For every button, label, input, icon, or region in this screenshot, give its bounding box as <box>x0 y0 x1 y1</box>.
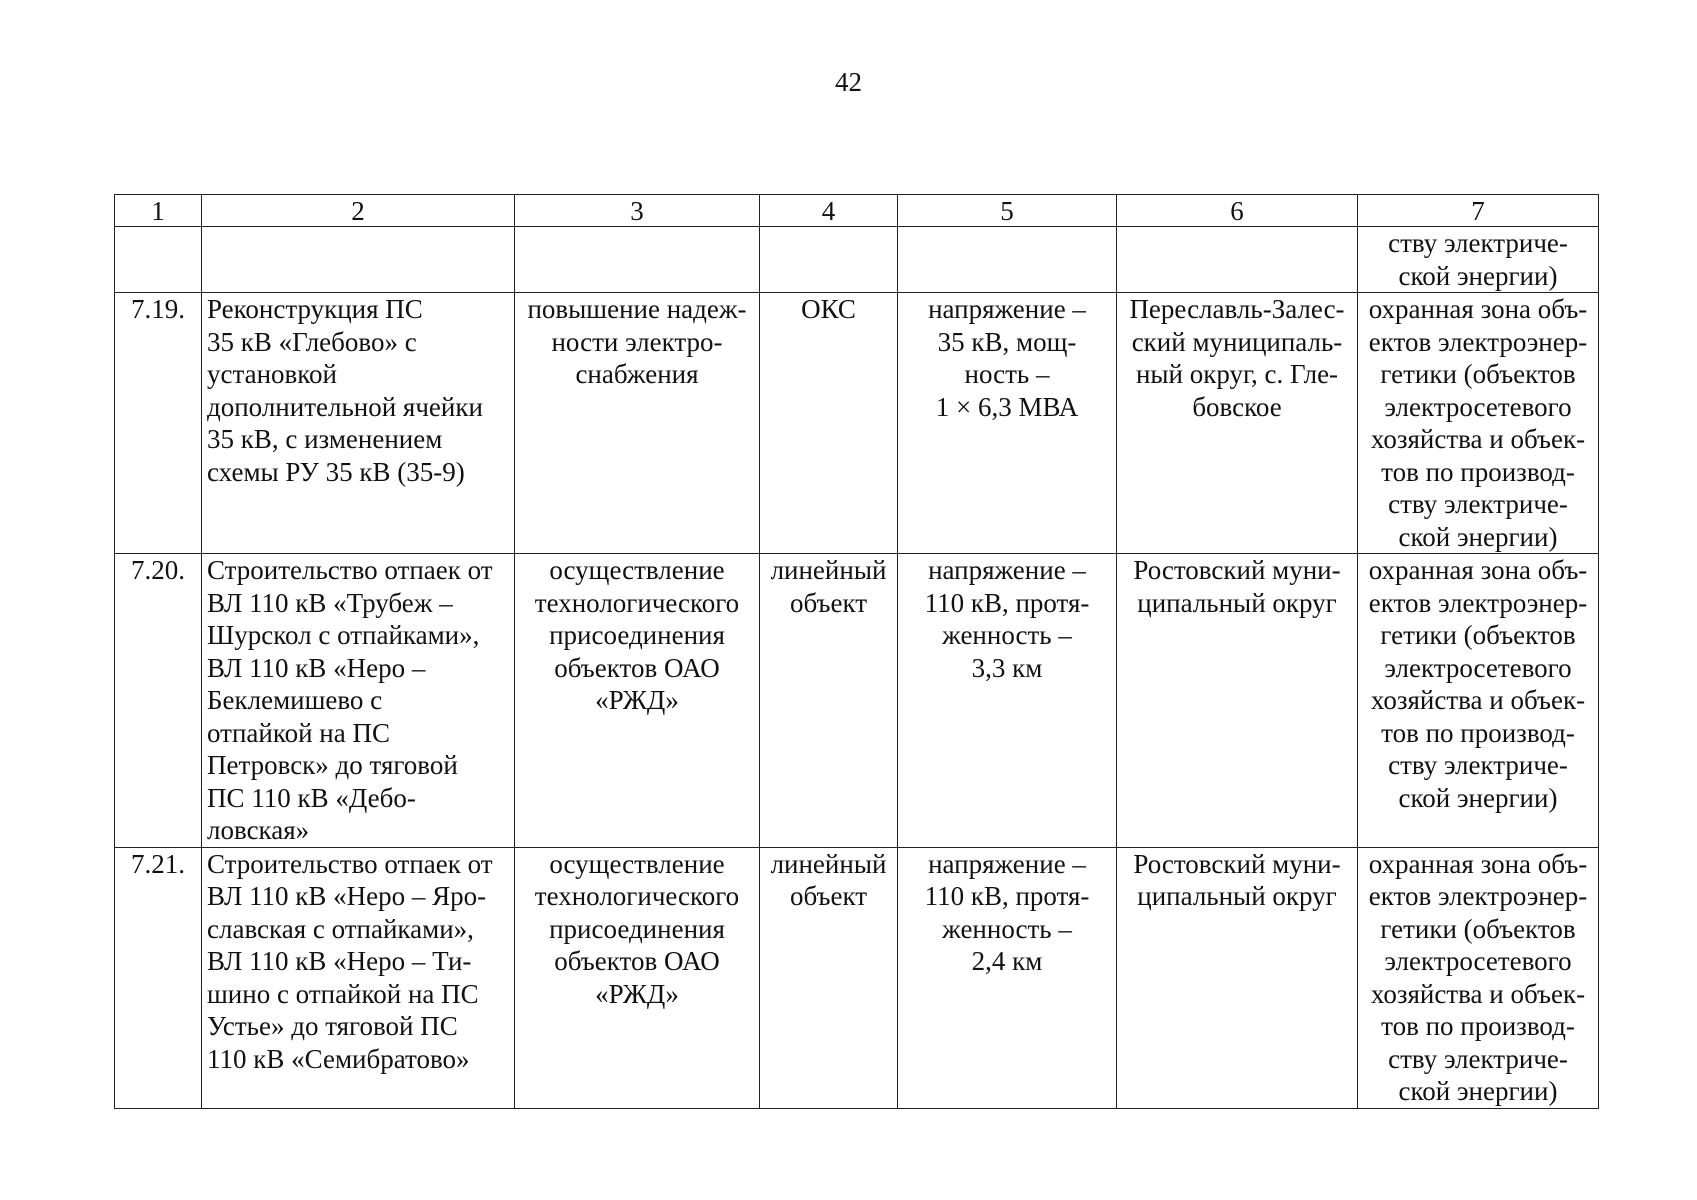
cell-line: хозяйства и объек- <box>1370 424 1586 454</box>
cell-line: Петровск» до тяговой <box>207 750 458 780</box>
cell-line: технологического <box>534 587 740 618</box>
cell-line: охранная зона объ- <box>1368 848 1588 879</box>
cell-line: 35 кВ, с изменением <box>207 424 443 454</box>
cell-line: дополнительной ячейки <box>207 391 483 422</box>
cell-line: объект <box>789 881 868 911</box>
cell-line: повышение надеж- <box>527 294 747 324</box>
cell-line: ской энергии) <box>1398 1076 1558 1106</box>
cell-line: хозяйства и объек- <box>1370 978 1586 1009</box>
table-cell <box>515 227 760 293</box>
protection-zone-cell <box>1358 847 1599 1108</box>
object-type-cell <box>760 847 898 1108</box>
cell-line: присоединения <box>549 913 725 944</box>
cell-line: объектов ОАО <box>554 652 720 683</box>
cell-line: 35 кВ, мощ- <box>937 326 1077 357</box>
cell-line: 110 кВ, протя- <box>924 587 1090 618</box>
cell-line: гетики (объектов <box>1380 620 1576 650</box>
cell-line: ской энергии) <box>1398 521 1558 552</box>
column-number-3: 3 <box>515 195 760 227</box>
item-number-cell: 7.21. <box>115 847 202 1108</box>
table-cell <box>202 227 515 293</box>
cell-line: напряжение – <box>928 848 1086 879</box>
cell-line: хозяйства и объек- <box>1370 685 1586 715</box>
cell-line: 1 × 6,3 МВА <box>935 391 1079 422</box>
purpose-cell <box>515 293 760 554</box>
cell-line: ВЛ 110 кВ «Неро – Ти- <box>207 946 472 976</box>
column-number-1: 1 <box>115 195 202 227</box>
cell-line: электросетевого <box>1384 946 1572 976</box>
characteristics-cell <box>898 847 1117 1108</box>
cell-line: «РЖД» <box>595 685 679 715</box>
column-number-2: 2 <box>202 195 515 227</box>
protection-zone-cell <box>1358 227 1599 293</box>
cell-line: осуществление <box>549 555 725 585</box>
cell-line: ской энергии) <box>1398 782 1558 813</box>
cell-line: охранная зона объ- <box>1368 555 1588 585</box>
cell-line: ской энергии) <box>1398 260 1558 291</box>
cell-line: схемы РУ 35 кВ (35-9) <box>207 456 465 487</box>
cell-line: шино с отпайкой на ПС <box>207 978 479 1009</box>
cell-line: присоединения <box>549 620 725 650</box>
cell-line: «РЖД» <box>595 978 679 1009</box>
cell-line: тов по производ- <box>1381 717 1575 748</box>
object-type-cell <box>760 554 898 848</box>
cell-line: 3,3 км <box>971 652 1043 683</box>
cell-line: Ростовский муни- <box>1133 555 1341 585</box>
column-number-7: 7 <box>1358 195 1599 227</box>
table-cell <box>115 227 202 293</box>
location-cell <box>1117 847 1358 1108</box>
projects-table <box>114 194 1599 1109</box>
characteristics-cell <box>898 293 1117 554</box>
cell-line: ность – <box>964 359 1050 389</box>
object-name-cell <box>202 293 515 554</box>
object-name-cell <box>202 847 515 1108</box>
cell-line: ВЛ 110 кВ «Неро – <box>207 652 426 683</box>
cell-line: ектов электроэнер- <box>1368 326 1588 357</box>
cell-line: тов по производ- <box>1381 1011 1575 1041</box>
column-number-4: 4 <box>760 195 898 227</box>
cell-line: осуществление <box>549 848 725 879</box>
protection-zone-cell <box>1358 554 1599 848</box>
table-cell <box>1117 227 1358 293</box>
cell-line: ству электриче- <box>1388 1043 1568 1074</box>
cell-line: Переславль-Залес- <box>1129 294 1345 324</box>
cell-line: Беклемишево с <box>207 685 383 715</box>
cell-line: электросетевого <box>1384 391 1572 422</box>
table-cell <box>760 227 898 293</box>
cell-line: отпайкой на ПС <box>207 717 390 748</box>
cell-line: объектов ОАО <box>554 946 720 976</box>
cell-line: ципальный округ <box>1137 881 1337 911</box>
cell-line: 110 кВ, протя- <box>924 881 1090 911</box>
purpose-cell <box>515 554 760 848</box>
cell-line: напряжение – <box>928 294 1086 324</box>
page-number: 42 <box>835 67 862 97</box>
cell-line: ский муниципаль- <box>1131 326 1343 357</box>
cell-line: напряжение – <box>928 555 1086 585</box>
cell-line: ектов электроэнер- <box>1368 587 1588 618</box>
cell-line: ПС 110 кВ «Дебо- <box>207 782 416 813</box>
cell-line: линейный <box>770 848 887 879</box>
cell-line: ный округ, с. Гле- <box>1135 359 1339 389</box>
protection-zone-cell <box>1358 293 1599 554</box>
purpose-cell <box>515 847 760 1108</box>
cell-line: женность – <box>942 620 1072 650</box>
cell-line: ству электриче- <box>1388 750 1568 780</box>
cell-line: женность – <box>942 913 1072 944</box>
cell-line: тов по производ- <box>1381 456 1575 487</box>
cell-line: охранная зона объ- <box>1368 294 1588 324</box>
cell-line: Строительство отпаек от <box>207 848 493 879</box>
table-row <box>115 847 1599 1108</box>
cell-line: ВЛ 110 кВ «Неро – Яро- <box>207 881 487 911</box>
object-name-cell <box>202 554 515 848</box>
item-number-cell: 7.20. <box>115 554 202 848</box>
cell-line: Шурскол с отпайками», <box>207 620 480 650</box>
cell-line: снабжения <box>575 359 699 389</box>
cell-line: ству электриче- <box>1388 489 1568 519</box>
table-row <box>115 293 1599 554</box>
cell-line: объект <box>789 587 868 618</box>
cell-line: 110 кВ «Семибратово» <box>207 1043 470 1074</box>
column-number-6: 6 <box>1117 195 1358 227</box>
cell-line: Строительство отпаек от <box>207 555 493 585</box>
cell-line: ству электриче- <box>1388 228 1568 258</box>
table-header-row <box>115 195 1599 227</box>
cell-line: ципальный округ <box>1137 587 1337 618</box>
cell-line: электросетевого <box>1384 652 1572 683</box>
cell-line: ности электро- <box>551 326 723 357</box>
cell-line: установкой <box>207 359 337 389</box>
cell-line: ловская» <box>207 815 310 845</box>
column-number-5: 5 <box>898 195 1117 227</box>
cell-line: Устье» до тяговой ПС <box>207 1011 458 1041</box>
cell-line: Ростовский муни- <box>1133 848 1341 879</box>
cell-line: славская с отпайками», <box>207 913 474 944</box>
object-type-cell <box>760 293 898 554</box>
location-cell <box>1117 554 1358 848</box>
cell-line: гетики (объектов <box>1380 359 1576 389</box>
cell-line: ектов электроэнер- <box>1368 881 1588 911</box>
cell-line: ВЛ 110 кВ «Трубеж – <box>207 587 453 618</box>
cell-line: бовское <box>1192 391 1282 422</box>
table-row-continuation <box>115 227 1599 293</box>
cell-line: гетики (объектов <box>1380 913 1576 944</box>
characteristics-cell <box>898 554 1117 848</box>
cell-line: линейный <box>770 555 887 585</box>
cell-line: технологического <box>534 881 740 911</box>
location-cell <box>1117 293 1358 554</box>
cell-line: Реконструкция ПС <box>207 294 423 324</box>
cell-line: 2,4 км <box>971 946 1043 976</box>
cell-line: 35 кВ «Глебово» с <box>207 326 417 357</box>
table-row <box>115 554 1599 848</box>
cell-line: ОКС <box>801 294 856 324</box>
table-cell <box>898 227 1117 293</box>
item-number-cell: 7.19. <box>115 293 202 554</box>
